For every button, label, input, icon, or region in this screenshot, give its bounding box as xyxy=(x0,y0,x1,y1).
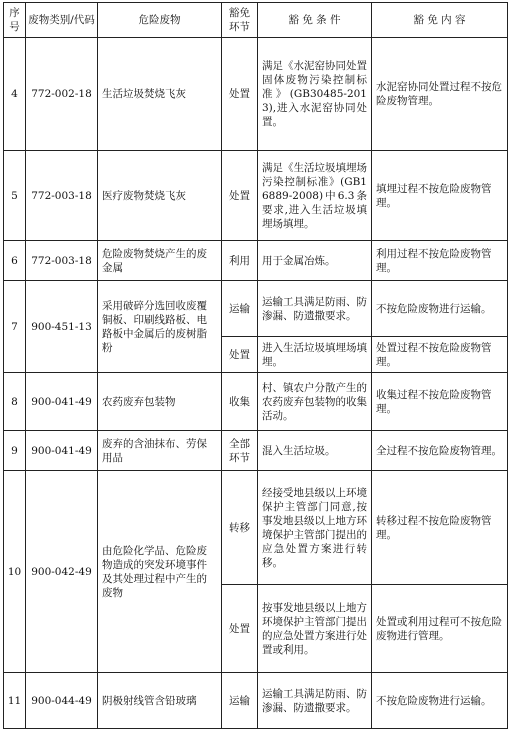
exemption-condition: 进入生活垃圾填埋场填埋。 xyxy=(258,337,372,373)
exemption-stage: 处置 xyxy=(222,151,258,241)
header-code: 废物类别/代码 xyxy=(26,3,98,38)
waste-code: 900-042-49 xyxy=(26,471,98,673)
waste-name: 生活垃圾焚烧飞灰 xyxy=(98,38,222,151)
waste-name: 农药废弃包装物 xyxy=(98,373,222,431)
exemption-stage: 处置 xyxy=(222,337,258,373)
exemption-condition: 用于金属冶炼。 xyxy=(258,241,372,281)
waste-name: 阴极射线管含铅玻璃 xyxy=(98,673,222,729)
waste-name: 危险废物焚烧产生的废金属 xyxy=(98,241,222,281)
waste-code: 900-041-49 xyxy=(26,373,98,431)
exemption-condition: 满足《生活垃圾填埋场污染控制标准》(GB16889-2008)中6.3条要求,进入生活垃圾填埋场填埋。 xyxy=(258,151,372,241)
exemption-stage: 运输 xyxy=(222,673,258,729)
waste-name: 由危险化学品、危险废物造成的突发环境事件及其处理过程中产生的废物 xyxy=(98,471,222,673)
waste-code: 772-003-18 xyxy=(26,241,98,281)
exemption-condition: 运输工具满足防雨、防渗漏、防遗撒要求。 xyxy=(258,281,372,337)
row-number: 10 xyxy=(4,471,26,673)
table-row xyxy=(4,471,508,585)
row-number: 9 xyxy=(4,431,26,471)
exemption-stage: 全部环节 xyxy=(222,431,258,471)
waste-code: 772-002-18 xyxy=(26,38,98,151)
exemption-content: 不按危险废物进行运输。 xyxy=(372,673,508,729)
exemption-content: 利用过程不按危险废物管理。 xyxy=(372,241,508,281)
exemption-table xyxy=(3,2,508,729)
exemption-content: 水泥窑协同处置过程不按危险废物管理。 xyxy=(372,38,508,151)
table-row xyxy=(4,241,508,281)
exemption-content: 不按危险废物进行运输。 xyxy=(372,281,508,337)
exemption-content: 处置或利用过程可不按危险废物进行管理。 xyxy=(372,585,508,673)
table-row xyxy=(4,673,508,729)
exemption-content: 处置过程不按危险废物管理。 xyxy=(372,337,508,373)
exemption-condition: 按事发地县级以上地方环境保护主管部门提出的应急处置方案进行处置或利用。 xyxy=(258,585,372,673)
exemption-stage: 运输 xyxy=(222,281,258,337)
waste-name: 废弃的含油抹布、劳保用品 xyxy=(98,431,222,471)
table-row xyxy=(4,38,508,151)
waste-code: 772-003-18 xyxy=(26,151,98,241)
waste-code: 900-041-49 xyxy=(26,431,98,471)
exemption-content: 填埋过程不按危险废物管理。 xyxy=(372,151,508,241)
exemption-condition: 满足《水泥窑协同处置固体废物污染控制标准》(GB30485-2013),进入水泥窑协同处置。 xyxy=(258,38,372,151)
exemption-condition: 经接受地县级以上环境保护主管部门同意,按事发地县级以上地方环境保护主管部门提出的应急处置方案进行转移。 xyxy=(258,471,372,585)
row-number: 7 xyxy=(4,281,26,373)
waste-name: 医疗废物焚烧飞灰 xyxy=(98,151,222,241)
waste-name: 采用破碎分选回收废覆铜板、印刷线路板、电路板中金属后的废树脂粉 xyxy=(98,281,222,373)
exemption-stage: 利用 xyxy=(222,241,258,281)
header-seq: 序号 xyxy=(4,3,26,38)
exemption-condition: 混入生活垃圾。 xyxy=(258,431,372,471)
exemption-content: 收集过程不按危险废物管理。 xyxy=(372,373,508,431)
exemption-condition: 村、镇农户分散产生的农药废弃包装物的收集活动。 xyxy=(258,373,372,431)
table-row xyxy=(4,373,508,431)
waste-code: 900-044-49 xyxy=(26,673,98,729)
exemption-condition: 运输工具满足防雨、防渗漏、防遗撒要求。 xyxy=(258,673,372,729)
table-row xyxy=(4,281,508,337)
table-row xyxy=(4,431,508,471)
exemption-content: 全过程不按危险废物管理。 xyxy=(372,431,508,471)
table-row xyxy=(4,151,508,241)
exemption-stage: 收集 xyxy=(222,373,258,431)
header-condition: 豁 免 条 件 xyxy=(258,3,372,38)
header-waste: 危险废物 xyxy=(98,3,222,38)
exemption-content: 转移过程不按危险废物管理。 xyxy=(372,471,508,585)
header-content: 豁 免 内 容 xyxy=(372,3,508,38)
row-number: 5 xyxy=(4,151,26,241)
table-header-row xyxy=(4,3,508,38)
exemption-stage: 处置 xyxy=(222,38,258,151)
waste-code: 900-451-13 xyxy=(26,281,98,373)
exemption-stage: 转移 xyxy=(222,471,258,585)
row-number: 4 xyxy=(4,38,26,151)
row-number: 11 xyxy=(4,673,26,729)
exemption-stage: 处置 xyxy=(222,585,258,673)
header-stage: 豁免环节 xyxy=(222,3,258,38)
row-number: 6 xyxy=(4,241,26,281)
row-number: 8 xyxy=(4,373,26,431)
